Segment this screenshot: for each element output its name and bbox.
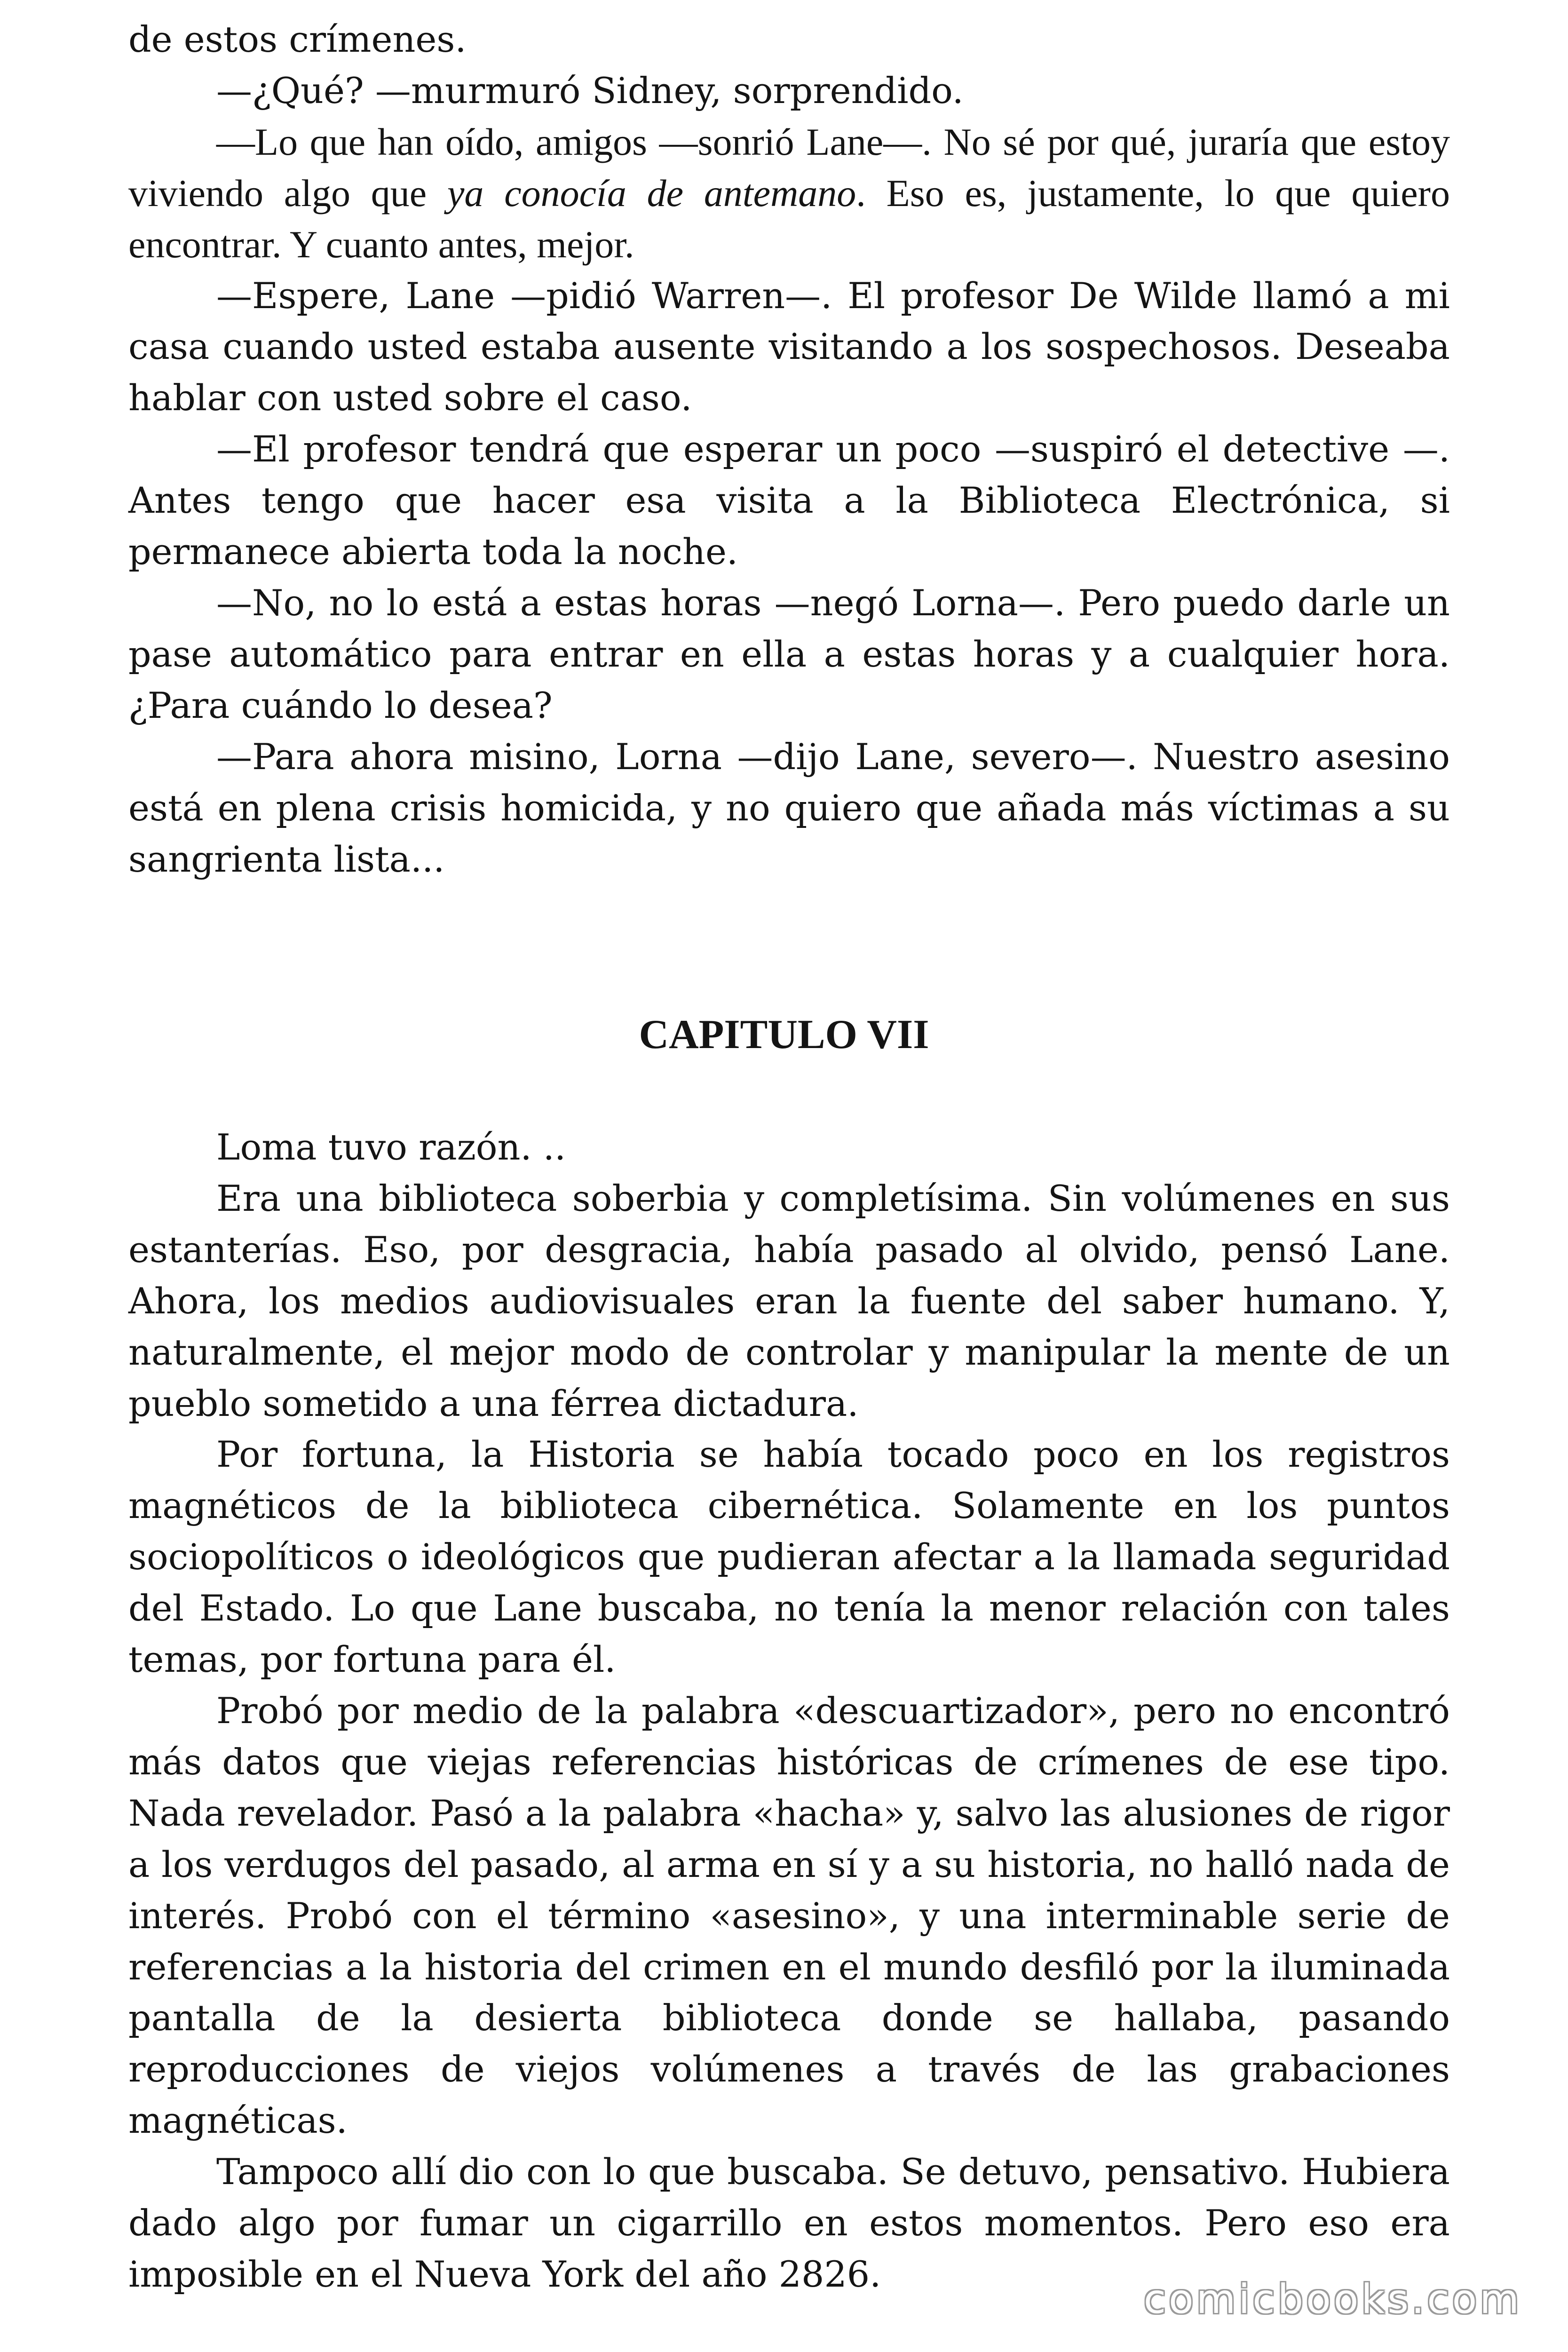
chapter-paragraph-2: Era una biblioteca soberbia y completísima. Sin volúmenes en sus estanterías. Eso, por desgracia, había pasado al olvido, pensó Lane. Ahora, los medios audiovisuales eran la fuente del saber humano. Y, naturalmente, el mejor modo de controlar y manipular la mente de un pueblo sometido a una férrea dictadura. [128, 1177, 1450, 1424]
paragraph-3-text-after: . Eso es, justamente, lo que quiero encontrar. Y cuanto antes, mejor. [128, 171, 1450, 266]
paragraph-3-italic-text: ya conocía de antemano [447, 171, 856, 215]
chapter-paragraph-4: Probó por medio de la palabra «descuartizador», pero no encontró más datos que viejas referencias históricas de crímenes de ese tipo. Nada revelador. Pasó a la palabra «hacha» y, salvo las alusiones de rigor a los verdugos del pasado, al arma en sí y a su historia, no halló nada de interés. Probó con el término «asesino», y una interminable serie de referencias a la historia del crimen en el mundo desfiló por la iluminada pantalla de la desierta biblioteca donde se hallaba, pasando reproducciones de viejos volúmenes a través de las grabaciones magnéticas. [128, 1689, 1450, 2142]
chapter-paragraph-3: Por fortuna, la Historia se había tocado poco en los registros magnéticos de la biblioteca cibernética. Solamente en los puntos sociopolíticos o ideológicos que pudieran afectar a la llamada seguridad del Estado. Lo que Lane buscaba, no tenía la menor relación con tales temas, por fortuna para él. [128, 1433, 1450, 1681]
paragraph-5: —El profesor tendrá que esperar un poco —suspiró el detective —. Antes tengo que hacer esa visita a la Biblioteca Electrónica, si permanece abierta toda la noche. [128, 428, 1450, 573]
chapter-paragraph-1: Loma tuvo razón. .. [216, 1126, 566, 1168]
paragraph-1: de estos crímenes. [128, 18, 467, 60]
chapter-text-block [128, 1122, 1450, 2300]
paragraph-7: —Para ahora misino, Lorna —dijo Lane, severo—. Nuestro asesino está en plena crisis homicida, y no quiero que añada más víctimas a su sangrienta lista... [128, 735, 1450, 880]
top-text-block [128, 14, 1450, 885]
paragraph-2: —¿Qué? —murmuró Sidney, sorprendido. [216, 69, 964, 111]
paragraph-3 [128, 117, 1450, 270]
paragraph-4: —Espere, Lane —pidió Warren—. El profesor De Wilde llamó a mi casa cuando usted estaba ausente visitando a los sospechosos. Deseaba hablar con usted sobre el caso. [128, 274, 1450, 419]
chapter-paragraph-5: Tampoco allí dio con lo que buscaba. Se detuvo, pensativo. Hubiera dado algo por fumar un cigarrillo en estos momentos. Pero eso era imposible en el Nueva York del año 2826. [128, 2151, 1450, 2295]
chapter-title: CAPITULO VII [639, 1012, 929, 1057]
paragraph-3-text-before: —Lo que han oído, amigos —sonrió Lane—. No sé por qué, juraría que estoy viviendo algo que [128, 120, 1450, 215]
paragraph-6: —No, no lo está a estas horas —negó Lorna—. Pero puedo darle un pase automático para entrar en ella a estas horas y a cualquier hora. ¿Para cuándo lo desea? [128, 581, 1450, 726]
watermark: comicbooks.com [1143, 2276, 1522, 2323]
